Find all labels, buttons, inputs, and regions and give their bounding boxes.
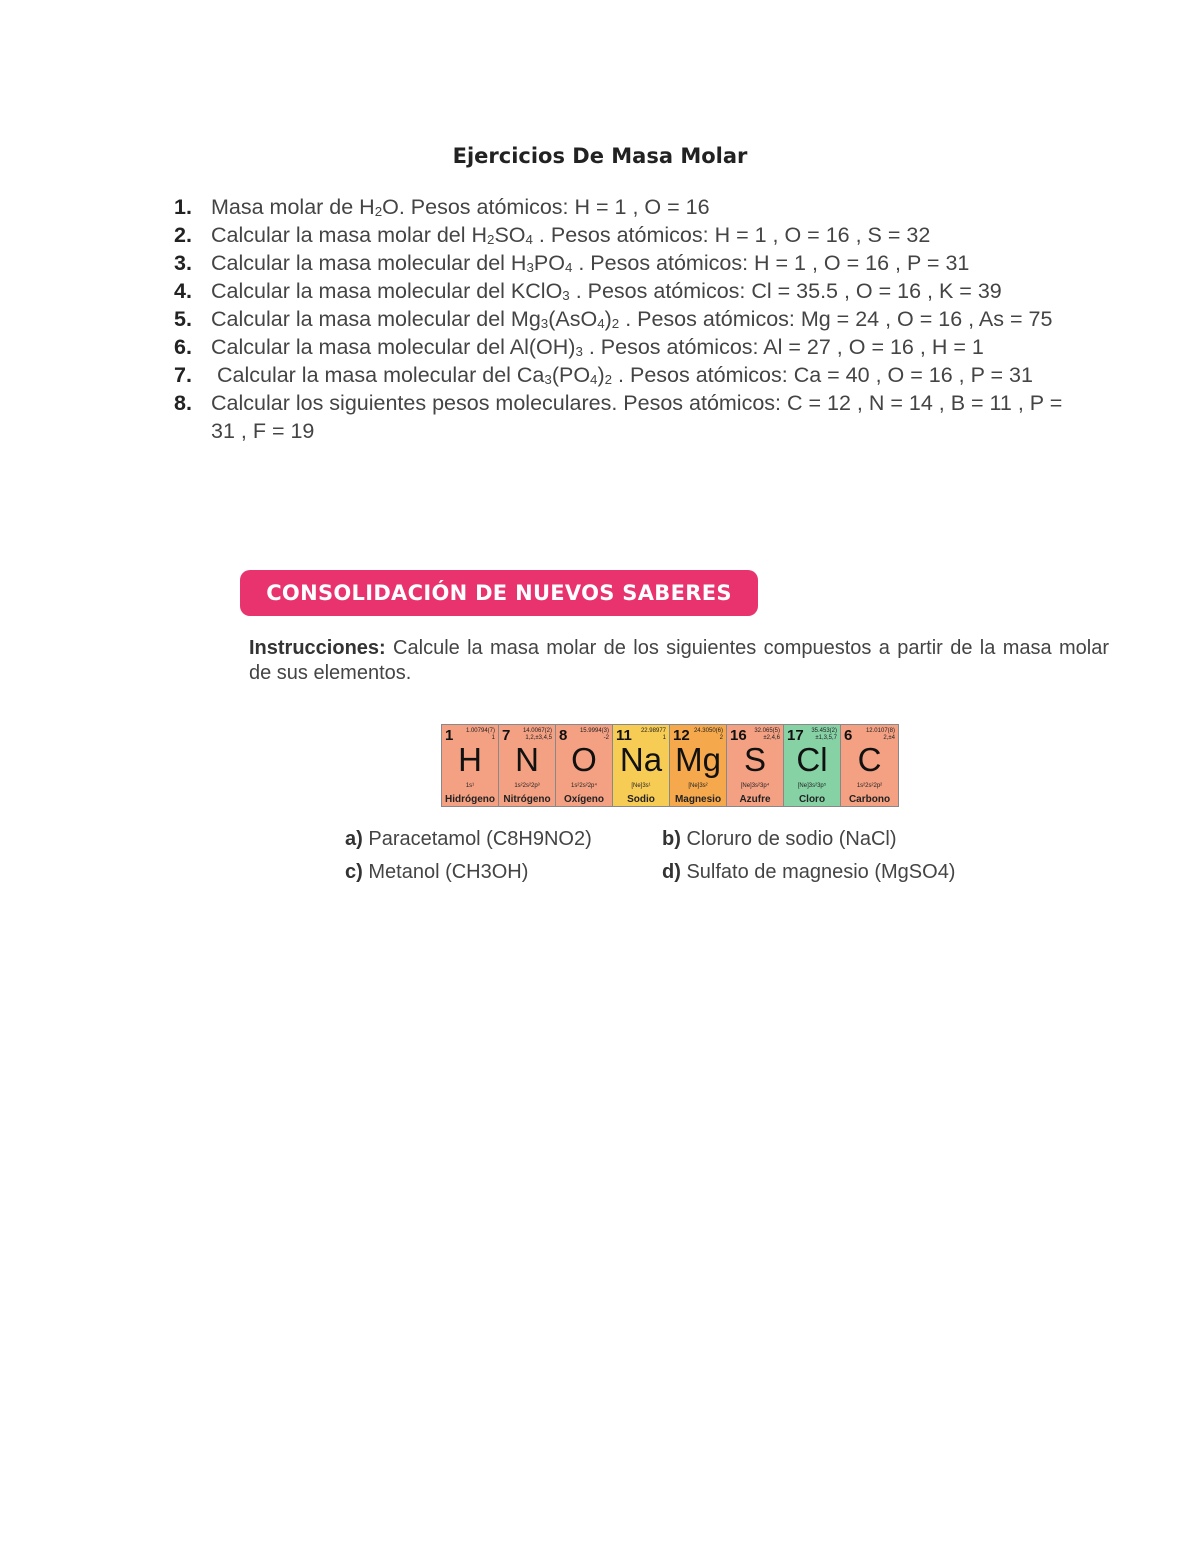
element-mass-value: 35.453(2) <box>811 728 837 734</box>
element-name: Hidrógeno <box>445 794 495 805</box>
element-mass <box>694 728 723 742</box>
instructions-text: Calcule la masa molar de los siguientes compuestos a partir de la masa molar de sus elementos. <box>249 637 1109 684</box>
element-oxidation: -2 <box>603 735 609 741</box>
compound-item <box>345 861 662 884</box>
element-number: 6 <box>844 727 853 744</box>
exercise-text: Calcular la masa molecular del $Al(OH)_3$ . Pesos atómicos: Al = 27 , O = 16 , H = 1 <box>211 335 984 359</box>
exercise-item <box>174 249 1074 277</box>
exercise-item <box>174 389 1074 445</box>
element-oxidation: ±1,3,5,7 <box>815 735 837 741</box>
element-symbol: C <box>857 741 882 778</box>
element-config: [Ne]3s¹ <box>631 783 651 789</box>
element-number: 7 <box>502 727 511 744</box>
element-tile-cl <box>784 725 841 806</box>
exercise-text: Calcular la masa molecular del KClO$_3$ . Pesos atómicos: Cl = 35.5 , O = 16 , K = 39 <box>211 279 1002 303</box>
element-mass-value: 12.0107(8) <box>865 728 895 734</box>
exercise-item <box>174 277 1074 305</box>
exercise-item <box>174 193 1074 221</box>
compound-text: Cloruro de sodio (NaCl) <box>680 828 897 850</box>
compound-label: a) <box>345 828 363 850</box>
element-tile-c <box>841 725 898 806</box>
element-number: 8 <box>559 727 568 744</box>
element-oxidation: 2,±4 <box>883 735 895 741</box>
element-config: 1s²2s²2p² <box>856 783 883 789</box>
element-symbol: H <box>458 741 482 778</box>
element-oxidation: 2 <box>719 735 723 741</box>
element-mass <box>754 728 780 742</box>
element-config: [Ne]3s²3p⁵ <box>797 783 827 789</box>
element-name: Azufre <box>739 794 771 805</box>
periodic-table-strip <box>441 724 899 807</box>
element-name: Oxígeno <box>563 794 604 805</box>
exercise-number: 4. <box>174 279 192 303</box>
element-mass <box>580 728 609 742</box>
section-banner: CONSOLIDACIÓN DE NUEVOS SABERES <box>240 570 758 616</box>
exercise-text: Calcular la masa molecular del $H_3PO_4$ . Pesos atómicos: H = 1 , O = 16 , P = 31 <box>211 251 970 275</box>
element-oxidation: 1 <box>491 735 495 741</box>
compound-item <box>662 861 1025 884</box>
element-name: Magnesio <box>674 794 722 805</box>
exercise-text: Calcular la masa molecular del $Mg_3(AsO_4)_2$ . Pesos atómicos: Mg = 24 , O = 16 , As = 75 <box>211 307 1053 331</box>
element-mass-value: 1.00794(7) <box>465 728 495 734</box>
exercise-number: 8. <box>174 391 192 415</box>
compound-label: c) <box>345 861 363 883</box>
element-mass-value: 14.0067(2) <box>522 728 552 734</box>
compound-text: Sulfato de magnesio (MgSO4) <box>680 861 956 883</box>
element-name: Cloro <box>798 794 826 805</box>
element-symbol: S <box>743 741 766 778</box>
instructions-label: Instrucciones: <box>249 637 386 659</box>
exercise-number: 3. <box>174 251 192 275</box>
element-mass-value: 22.98977 <box>640 728 666 734</box>
compound-text: Metanol (CH3OH) <box>362 861 529 883</box>
element-tile-s <box>727 725 784 806</box>
element-number: 11 <box>616 727 632 744</box>
compound-label: b) <box>662 828 681 850</box>
element-config: [Ne]3s²3p⁴ <box>740 783 770 789</box>
element-config: [Ne]3s² <box>688 783 708 789</box>
element-oxidation: 1,2,±3,4,5 <box>525 735 552 741</box>
exercise-text: Calcular la masa molecular del $Ca_3(PO_4)_2$ . Pesos atómicos: Ca = 40 , O = 16 , P = 31 <box>211 363 1033 387</box>
exercise-number: 1. <box>174 195 192 219</box>
element-symbol: Cl <box>796 741 828 778</box>
element-number: 17 <box>787 727 804 744</box>
page-title: Ejercicios De Masa Molar <box>452 144 748 168</box>
element-mass <box>466 728 495 742</box>
exercise-text: Masa molar de $H_2O$. Pesos atómicos: H = 1 , O = 16 <box>211 195 710 219</box>
exercise-text: Calcular los siguientes pesos moleculares. Pesos atómicos: C = 12 , N = 14 , B = 11 , P = 31 , F = 19 <box>211 391 1063 443</box>
element-symbol: O <box>571 741 597 778</box>
element-oxidation: 1 <box>662 735 666 741</box>
element-number: 12 <box>673 727 690 744</box>
exercise-number: 6. <box>174 335 192 359</box>
element-tile-n <box>499 725 556 806</box>
compound-list <box>345 828 1025 884</box>
element-tile-h <box>442 725 499 806</box>
exercise-item <box>174 333 1074 361</box>
element-name: Carbono <box>848 794 891 805</box>
element-mass <box>641 728 666 742</box>
element-mass-value: 24.3050(6) <box>693 728 723 734</box>
element-symbol: Mg <box>675 741 721 778</box>
compound-label: d) <box>662 861 681 883</box>
exercise-list <box>174 193 1074 445</box>
compound-item <box>662 828 1025 851</box>
exercise-item <box>174 305 1074 333</box>
exercise-number: 7. <box>174 363 192 387</box>
element-oxidation: ±2,4,6 <box>763 735 780 741</box>
element-config: 1s¹ <box>465 783 475 789</box>
element-tile-na <box>613 725 670 806</box>
element-number: 1 <box>445 727 454 744</box>
element-mass-value: 15.9994(3) <box>579 728 609 734</box>
element-tile-o <box>556 725 613 806</box>
element-name: Sodio <box>627 794 655 805</box>
element-mass <box>811 728 837 742</box>
compound-item <box>345 828 662 851</box>
exercise-number: 2. <box>174 223 192 247</box>
element-mass <box>523 728 552 742</box>
exercise-item <box>174 361 1074 389</box>
exercise-item <box>174 221 1074 249</box>
element-config: 1s²2s²2p⁴ <box>571 783 597 789</box>
element-symbol: N <box>515 741 539 778</box>
element-number: 16 <box>730 727 747 744</box>
element-mass-value: 32.065(5) <box>754 728 780 734</box>
element-mass <box>866 728 895 742</box>
instructions <box>249 636 1109 686</box>
element-config: 1s²2s²2p³ <box>514 783 540 789</box>
element-name: Nitrógeno <box>503 794 551 805</box>
element-tile-mg <box>670 725 727 806</box>
compound-text: Paracetamol (C8H9NO2) <box>362 828 592 850</box>
exercise-number: 5. <box>174 307 192 331</box>
exercise-text: Calcular la masa molar del $H_2SO_4$ . Pesos atómicos: H = 1 , O = 16 , S = 32 <box>211 223 931 247</box>
element-symbol: Na <box>619 741 663 778</box>
